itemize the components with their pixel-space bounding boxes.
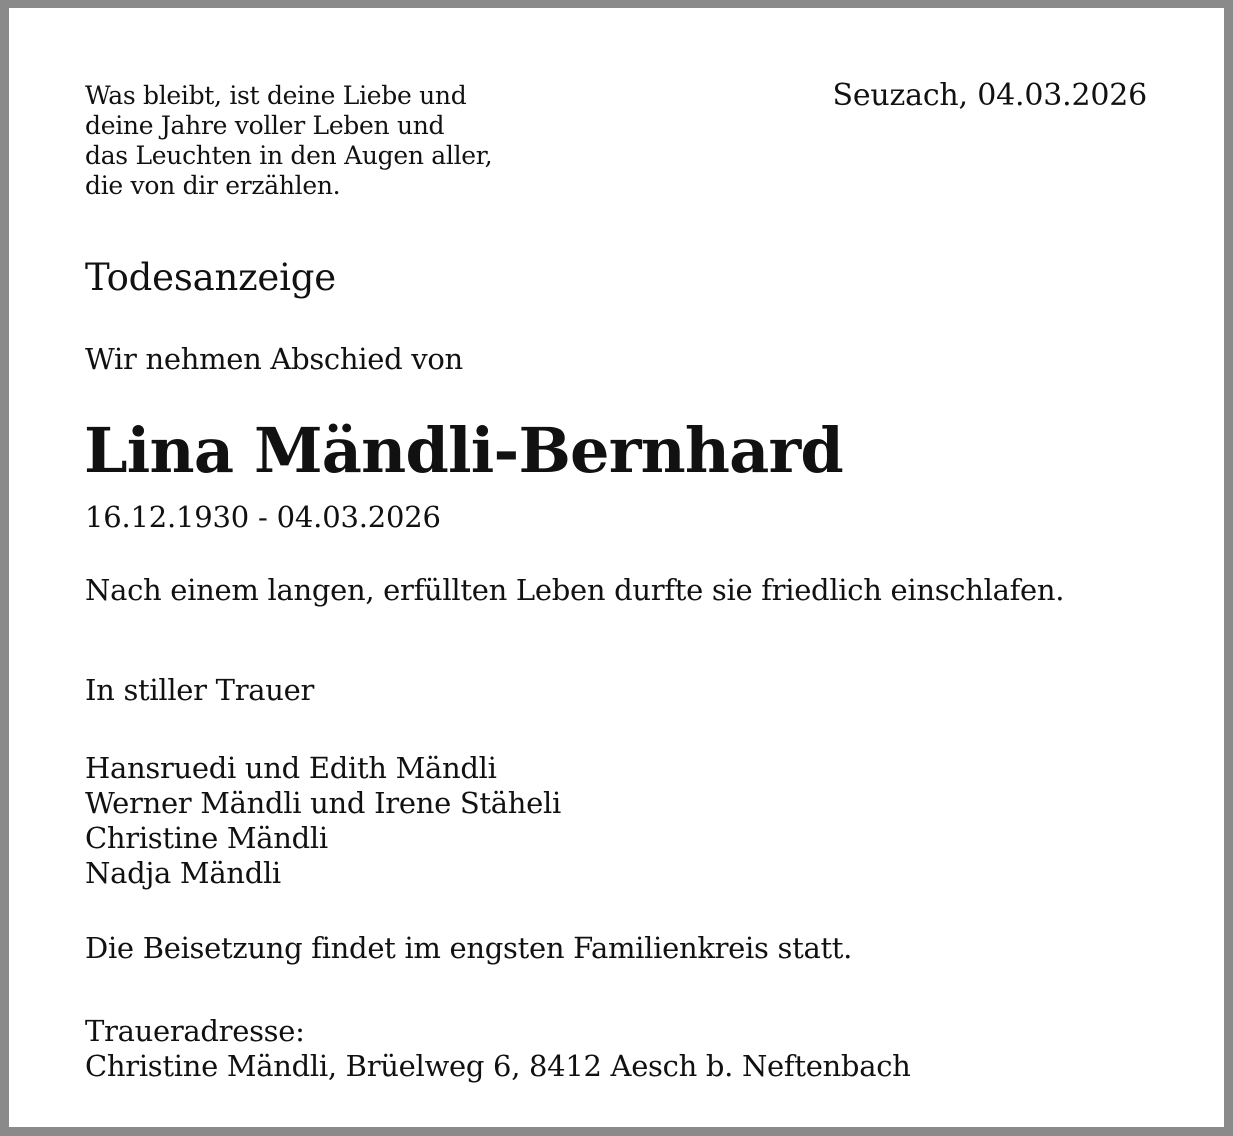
- poem: [85, 81, 492, 201]
- burial-note: Die Beisetzung findet im engsten Familienkreis statt.: [85, 931, 853, 965]
- mourning-address: [85, 1014, 911, 1084]
- obituary-page: [9, 8, 1224, 1127]
- address-label: Traueradresse:: [85, 1014, 305, 1048]
- mourner-name: Werner Mändli und Irene Stäheli: [85, 786, 561, 820]
- poem-line: das Leuchten in den Augen aller,: [85, 141, 493, 170]
- poem-line: deine Jahre voller Leben und: [85, 111, 445, 140]
- intro-text: Wir nehmen Abschied von: [85, 342, 463, 376]
- poem-line: die von dir erzählen.: [85, 171, 341, 200]
- memorial-sentence: Nach einem langen, erfüllten Leben durfte sie friedlich einschlafen.: [85, 573, 1065, 607]
- place-date: Seuzach, 04.03.2026: [832, 78, 1147, 113]
- mourning-label: In stiller Trauer: [85, 673, 315, 707]
- address-value: Christine Mändli, Brüelweg 6, 8412 Aesch b. Neftenbach: [85, 1049, 911, 1083]
- poem-line: Was bleibt, ist deine Liebe und: [85, 81, 467, 110]
- life-dates: 16.12.1930 - 04.03.2026: [85, 500, 441, 534]
- mourners-list: [85, 751, 561, 891]
- mourner-name: Hansruedi und Edith Mändli: [85, 751, 497, 785]
- deceased-name: Lina Mändli-Bernhard: [84, 414, 843, 487]
- mourner-name: Christine Mändli: [85, 821, 328, 855]
- mourner-name: Nadja Mändli: [85, 856, 281, 890]
- notice-heading: Todesanzeige: [85, 256, 336, 299]
